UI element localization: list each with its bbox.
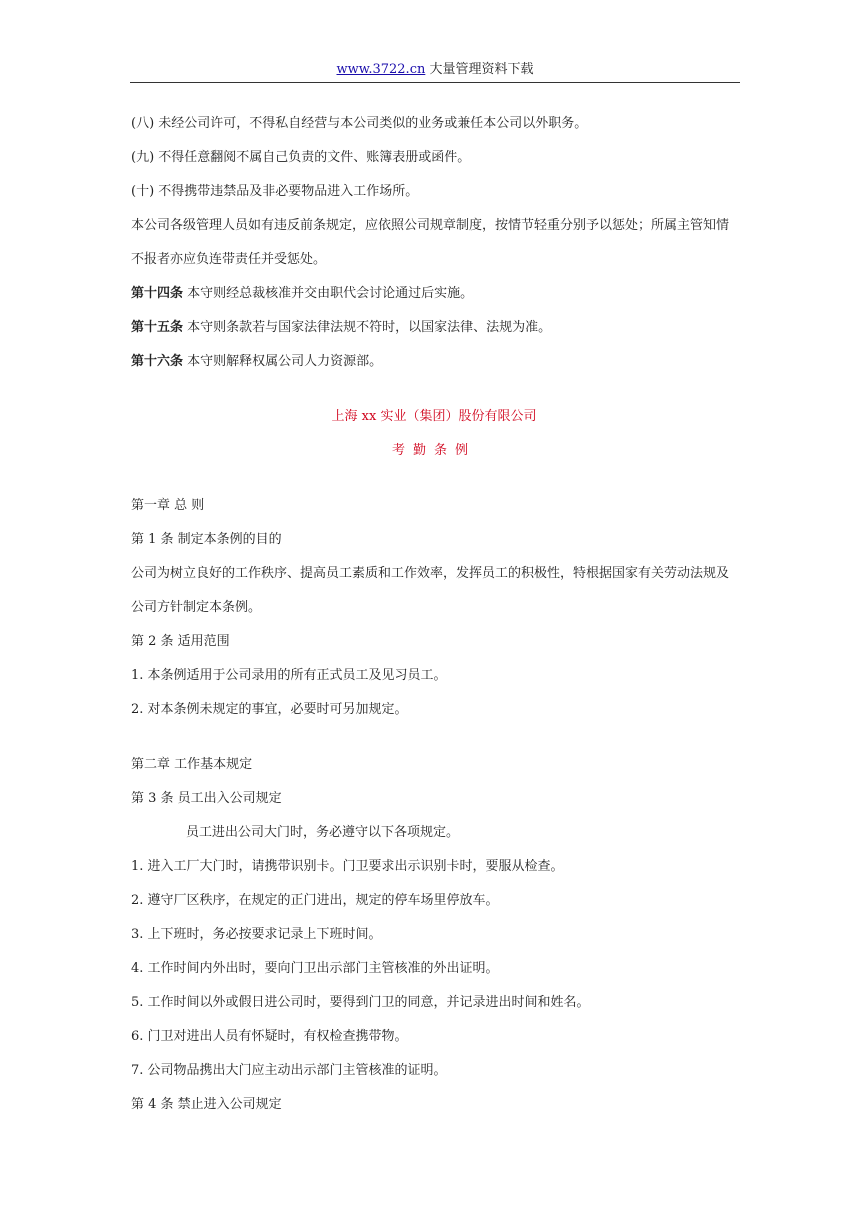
article-label: 第十六条 <box>131 354 184 369</box>
chapter-heading: 第二章 工作基本规定 <box>131 757 253 772</box>
list-item: 1. 进入工厂大门时，请携带识别卡。门卫要求出示识别卡时，要服从检查。 <box>131 859 564 874</box>
list-item: 2. 对本条例未规定的事宜，必要时可另加规定。 <box>131 702 408 717</box>
paragraph-line: 公司为树立良好的工作秩序、提高员工素质和工作效率，发挥员工的积极性，特根据国家有关劳动法规及 <box>131 566 730 581</box>
paragraph-line: 不报者亦应负连带责任并受惩处。 <box>131 252 327 267</box>
paragraph-line: 本公司各级管理人员如有违反前条规定，应依照公司规章制度，按情节轻重分别予以惩处；所属主管知情 <box>131 218 730 233</box>
article-16 <box>131 353 382 371</box>
list-item: 4. 工作时间内外出时，要向门卫出示部门主管核准的外出证明。 <box>131 961 499 976</box>
list-item: 1. 本条例适用于公司录用的所有正式员工及见习员工。 <box>131 668 447 683</box>
article-heading: 第 2 条 适用范围 <box>131 634 230 649</box>
article-15 <box>131 319 551 337</box>
company-title: 上海 xx 实业（集团）股份有限公司 <box>331 409 537 424</box>
article-text: 本守则条款若与国家法律法规不符时，以国家法律、法规为准。 <box>183 320 552 335</box>
page-header <box>130 60 740 83</box>
clause-line: (十) 不得携带违禁品及非必要物品进入工作场所。 <box>131 184 419 199</box>
article-label: 第十四条 <box>131 286 184 301</box>
article-heading: 第 3 条 员工出入公司规定 <box>131 791 282 806</box>
list-item: 2. 遵守厂区秩序，在规定的正门进出，规定的停车场里停放车。 <box>131 893 499 908</box>
document-title: 考勤条例 <box>391 443 476 458</box>
list-item: 7. 公司物品携出大门应主动出示部门主管核准的证明。 <box>131 1063 447 1078</box>
article-14 <box>131 285 473 303</box>
article-heading: 第 4 条 禁止进入公司规定 <box>131 1097 282 1112</box>
paragraph-line: 公司方针制定本条例。 <box>131 600 262 615</box>
header-link[interactable]: www.3722.cn <box>336 62 426 77</box>
list-item: 3. 上下班时，务必按要求记录上下班时间。 <box>131 927 382 942</box>
article-text: 本守则经总裁核准并交由职代会讨论通过后实施。 <box>183 286 474 301</box>
paragraph-line: 员工进出公司大门时，务必遵守以下各项规定。 <box>186 825 460 840</box>
chapter-heading: 第一章 总 则 <box>131 498 205 513</box>
clause-line: (九) 不得任意翻阅不属自己负责的文件、账簿表册或函件。 <box>131 150 471 165</box>
list-item: 6. 门卫对进出人员有怀疑时，有权检查携带物。 <box>131 1029 408 1044</box>
list-item: 5. 工作时间以外或假日进公司时，要得到门卫的同意，并记录进出时间和姓名。 <box>131 995 590 1010</box>
article-text: 本守则解释权属公司人力资源部。 <box>183 354 383 369</box>
article-label: 第十五条 <box>131 320 184 335</box>
header-tagline: 大量管理资料下载 <box>425 62 534 77</box>
article-heading: 第 1 条 制定本条例的目的 <box>131 532 282 547</box>
clause-line: (八) 未经公司许可，不得私自经营与本公司类似的业务或兼任本公司以外职务。 <box>131 116 588 131</box>
